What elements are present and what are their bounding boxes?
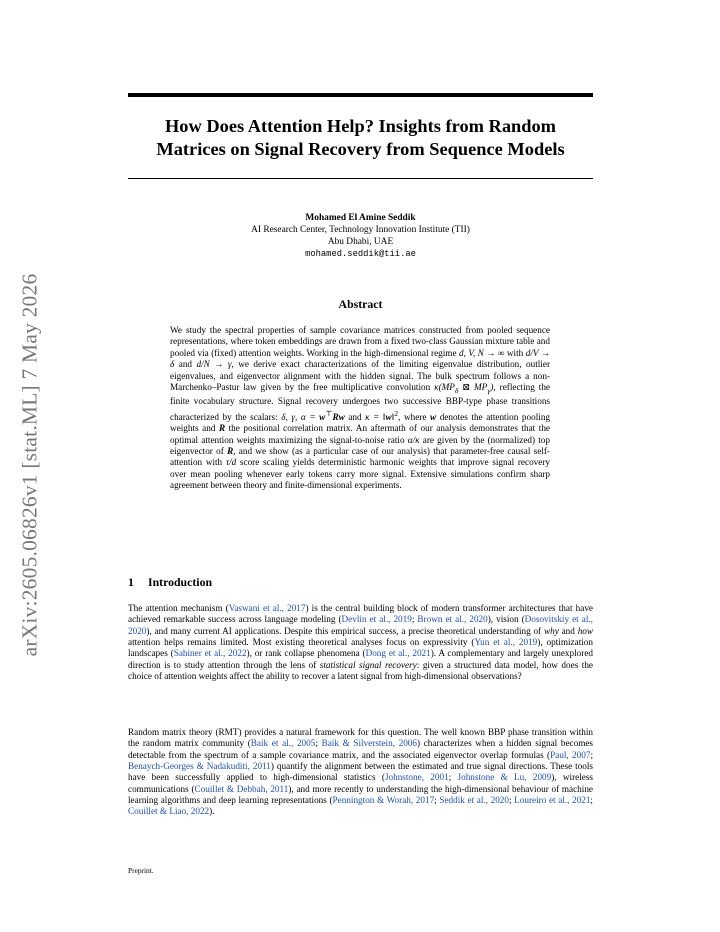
citation-link[interactable]: Benaych-Georges & Nadakuditi, 2011 — [128, 761, 271, 772]
abstract-text: , we derive exact characterizations of the limiting eigenvalue distribution, outlier eigenvalues, and eigenvector alignment with the hidden signal. The bulk spectrum follows a non-Marchenko–Pastur law given by the free multiplicative convolution — [170, 359, 550, 393]
body-text: ; — [590, 795, 593, 806]
body-text: ), or rank collapse phenomena ( — [246, 648, 366, 659]
abstract-text: score scaling yields deterministic harmonic weights that improve signal recovery over mean pooling whenever early tokens carry more signal. Extensive simulations confirm sharp agreement between theory and finite-dimensional experiments. — [170, 457, 551, 491]
citation-link[interactable]: Couillet & Liao, 2022 — [128, 806, 210, 817]
math-inline: κ = ‖ — [365, 411, 386, 422]
arxiv-sidebar-stamp — [8, 245, 52, 685]
math-subscript: δ — [454, 385, 459, 395]
abstract-text: denotes the attention pooling weights and — [170, 411, 551, 434]
body-text: ), optimization landscapes ( — [128, 637, 593, 659]
abstract-text: , and we show (as a particular case of our analysis) that parameter-free causal self-attention with — [170, 445, 550, 468]
emphasis: how — [577, 625, 594, 636]
citation-link[interactable]: Baik & Silverstein, 2006 — [321, 738, 417, 749]
math-inline: d/V → δ — [170, 347, 550, 370]
citation-link[interactable]: Sahiner et al., 2022 — [173, 648, 247, 659]
body-text: ) is the central building block of modern transformer architectures that have achieved remarkable success across language modeling ( — [128, 603, 593, 625]
citation-link[interactable]: Johnstone & Lu, 2009 — [457, 772, 552, 783]
abstract-text: and — [174, 359, 197, 370]
math-inline: κ(MP — [434, 382, 455, 393]
abstract-text: are given by the (normalized) top eigenvector of — [170, 434, 550, 456]
citation-link[interactable]: Devlin et al., 2019 — [341, 614, 412, 625]
abstract-text: with — [504, 347, 526, 358]
math-inline: ‖ — [391, 411, 395, 422]
title-rule-bottom — [128, 178, 593, 179]
abstract-text: , where — [398, 411, 431, 422]
math-inline: α/κ — [407, 434, 420, 445]
citation-link[interactable]: Paul, 2007 — [550, 749, 591, 760]
body-text: ). — [209, 806, 215, 817]
math-inline: d, V, N → ∞ — [459, 347, 505, 358]
body-text: ; — [411, 614, 418, 625]
abstract-text: and — [344, 411, 366, 422]
citation-link[interactable]: Pennington & Worah, 2017 — [332, 795, 435, 806]
paper-title — [128, 115, 593, 161]
citation-link[interactable]: Johnstone, 2001 — [384, 772, 449, 783]
author-email: mohamed.seddik@tii.ae — [305, 249, 416, 259]
math-bold-r: R — [227, 445, 234, 456]
arxiv-identifier: arXiv:2605.06826v1 [stat.ML] 7 May 2026 — [17, 273, 42, 657]
intro-paragraph-2 — [128, 727, 593, 818]
body-text: Random matrix theory (RMT) provides a natural framework for this question. The well known BBP phase transition within the random matrix community ( — [128, 727, 593, 749]
title-rule-top — [128, 93, 593, 97]
title-line-2: Matrices on Signal Recovery from Sequence Models — [156, 139, 565, 159]
math-bold-w: w — [385, 411, 392, 422]
math-subscript: γ — [487, 385, 491, 395]
math-bold-w: w — [430, 411, 437, 422]
body-text: ), and more recently to understanding the high-dimensional behaviour of machine learning algorithms and deep learning representations ( — [128, 783, 593, 806]
footer-note: Preprint. — [128, 866, 154, 875]
body-text: ; — [315, 738, 322, 749]
body-text: ) quantify the alignment between the estimated and true signal directions. These tools have been successfully applied to high-dimensional statistics ( — [128, 761, 593, 783]
citation-link[interactable]: Dosovitskiy et al., 2020 — [128, 614, 593, 636]
math-transpose: ⊤ — [325, 408, 333, 418]
section-heading — [128, 575, 212, 590]
body-text: ; — [508, 795, 515, 806]
body-text: ; — [590, 749, 593, 760]
citation-link[interactable]: Baik et al., 2005 — [250, 738, 316, 749]
math-bold-r: R — [218, 423, 226, 434]
emphasis: statistical signal recovery — [319, 659, 417, 670]
body-text: and — [558, 625, 578, 636]
body-text: attention helps remains limited. Most existing theoretical analyses focus on expressivity ( — [128, 637, 475, 648]
math-inline: d/N → γ — [196, 359, 232, 370]
body-text: ), and many current AI applications. Despite this empirical success, a precise theoretical understanding of — [146, 625, 544, 636]
emphasis: why — [543, 625, 559, 636]
body-text: ). A complementary and largely unexplored direction is to study attention through the lens of — [128, 648, 593, 670]
citation-link[interactable]: Yun et al., 2019 — [474, 637, 538, 648]
math-inline: δ, γ, α = — [281, 411, 320, 422]
citation-link[interactable]: Dong et al., 2021 — [365, 648, 431, 659]
body-text: The attention mechanism ( — [128, 603, 229, 613]
title-line-1: How Does Attention Help? Insights from Random — [165, 116, 556, 136]
body-text: ; — [448, 772, 458, 783]
section-title: Introduction — [148, 575, 213, 589]
math-bold-rw: Rw — [332, 411, 345, 422]
math-superscript: 2 — [394, 408, 399, 418]
citation-link[interactable]: Couillet & Debbah, 2011 — [194, 783, 289, 794]
math-bold-w: w — [319, 411, 326, 422]
abstract-body — [170, 325, 550, 492]
abstract-heading: Abstract — [338, 297, 383, 311]
section-number: 1 — [128, 575, 134, 589]
math-inline: ⊠ MP — [458, 382, 488, 393]
author-affiliation: AI Research Center, Technology Innovation Institute (TII) — [251, 225, 470, 235]
author-location: Abu Dhabi, UAE — [327, 237, 394, 247]
citation-link[interactable]: Brown et al., 2020 — [417, 614, 488, 625]
abstract-text: the positional correlation matrix. An aftermath of our analysis demonstrates that the optimal attention weights maximizing the signal-to-noise ratio — [170, 423, 550, 445]
body-text: ), wireless communications ( — [128, 772, 594, 794]
author-name: Mohamed El Amine Seddik — [305, 213, 416, 223]
body-text: : given a structured data model, how does the choice of attention weights affect the ability to recover a latent signal from high-dimensional observations? — [128, 659, 594, 682]
math-inline: ) — [490, 382, 494, 393]
citation-link[interactable]: Vaswani et al., 2017 — [228, 603, 306, 613]
citation-link[interactable]: Loureiro et al., 2021 — [514, 795, 591, 806]
math-inline: τ/d — [225, 457, 237, 468]
abstract-text: We study the spectral properties of sample covariance matrices constructed from pooled sequence representations, where token embeddings are drawn from a fixed two-class Gaussian mixture table and pooled via (fixed) attention weights. Working in the high-dimensional regime — [170, 325, 550, 358]
body-text: ) characterizes when a hidden signal becomes detectable from the spectrum of a sample covariance matrix, and the associated eigenvector overlap formulas ( — [128, 738, 593, 760]
body-text: ; — [434, 795, 440, 806]
body-text: ), vision ( — [487, 614, 525, 625]
citation-link[interactable]: Seddik et al., 2020 — [439, 795, 509, 806]
author-block — [128, 212, 593, 260]
intro-paragraph-1 — [128, 603, 593, 682]
abstract-text: , reflecting the finite vocabulary structure. Signal recovery undergoes two successive BBP-type phase transitions characterized by the scalars: — [170, 382, 550, 422]
